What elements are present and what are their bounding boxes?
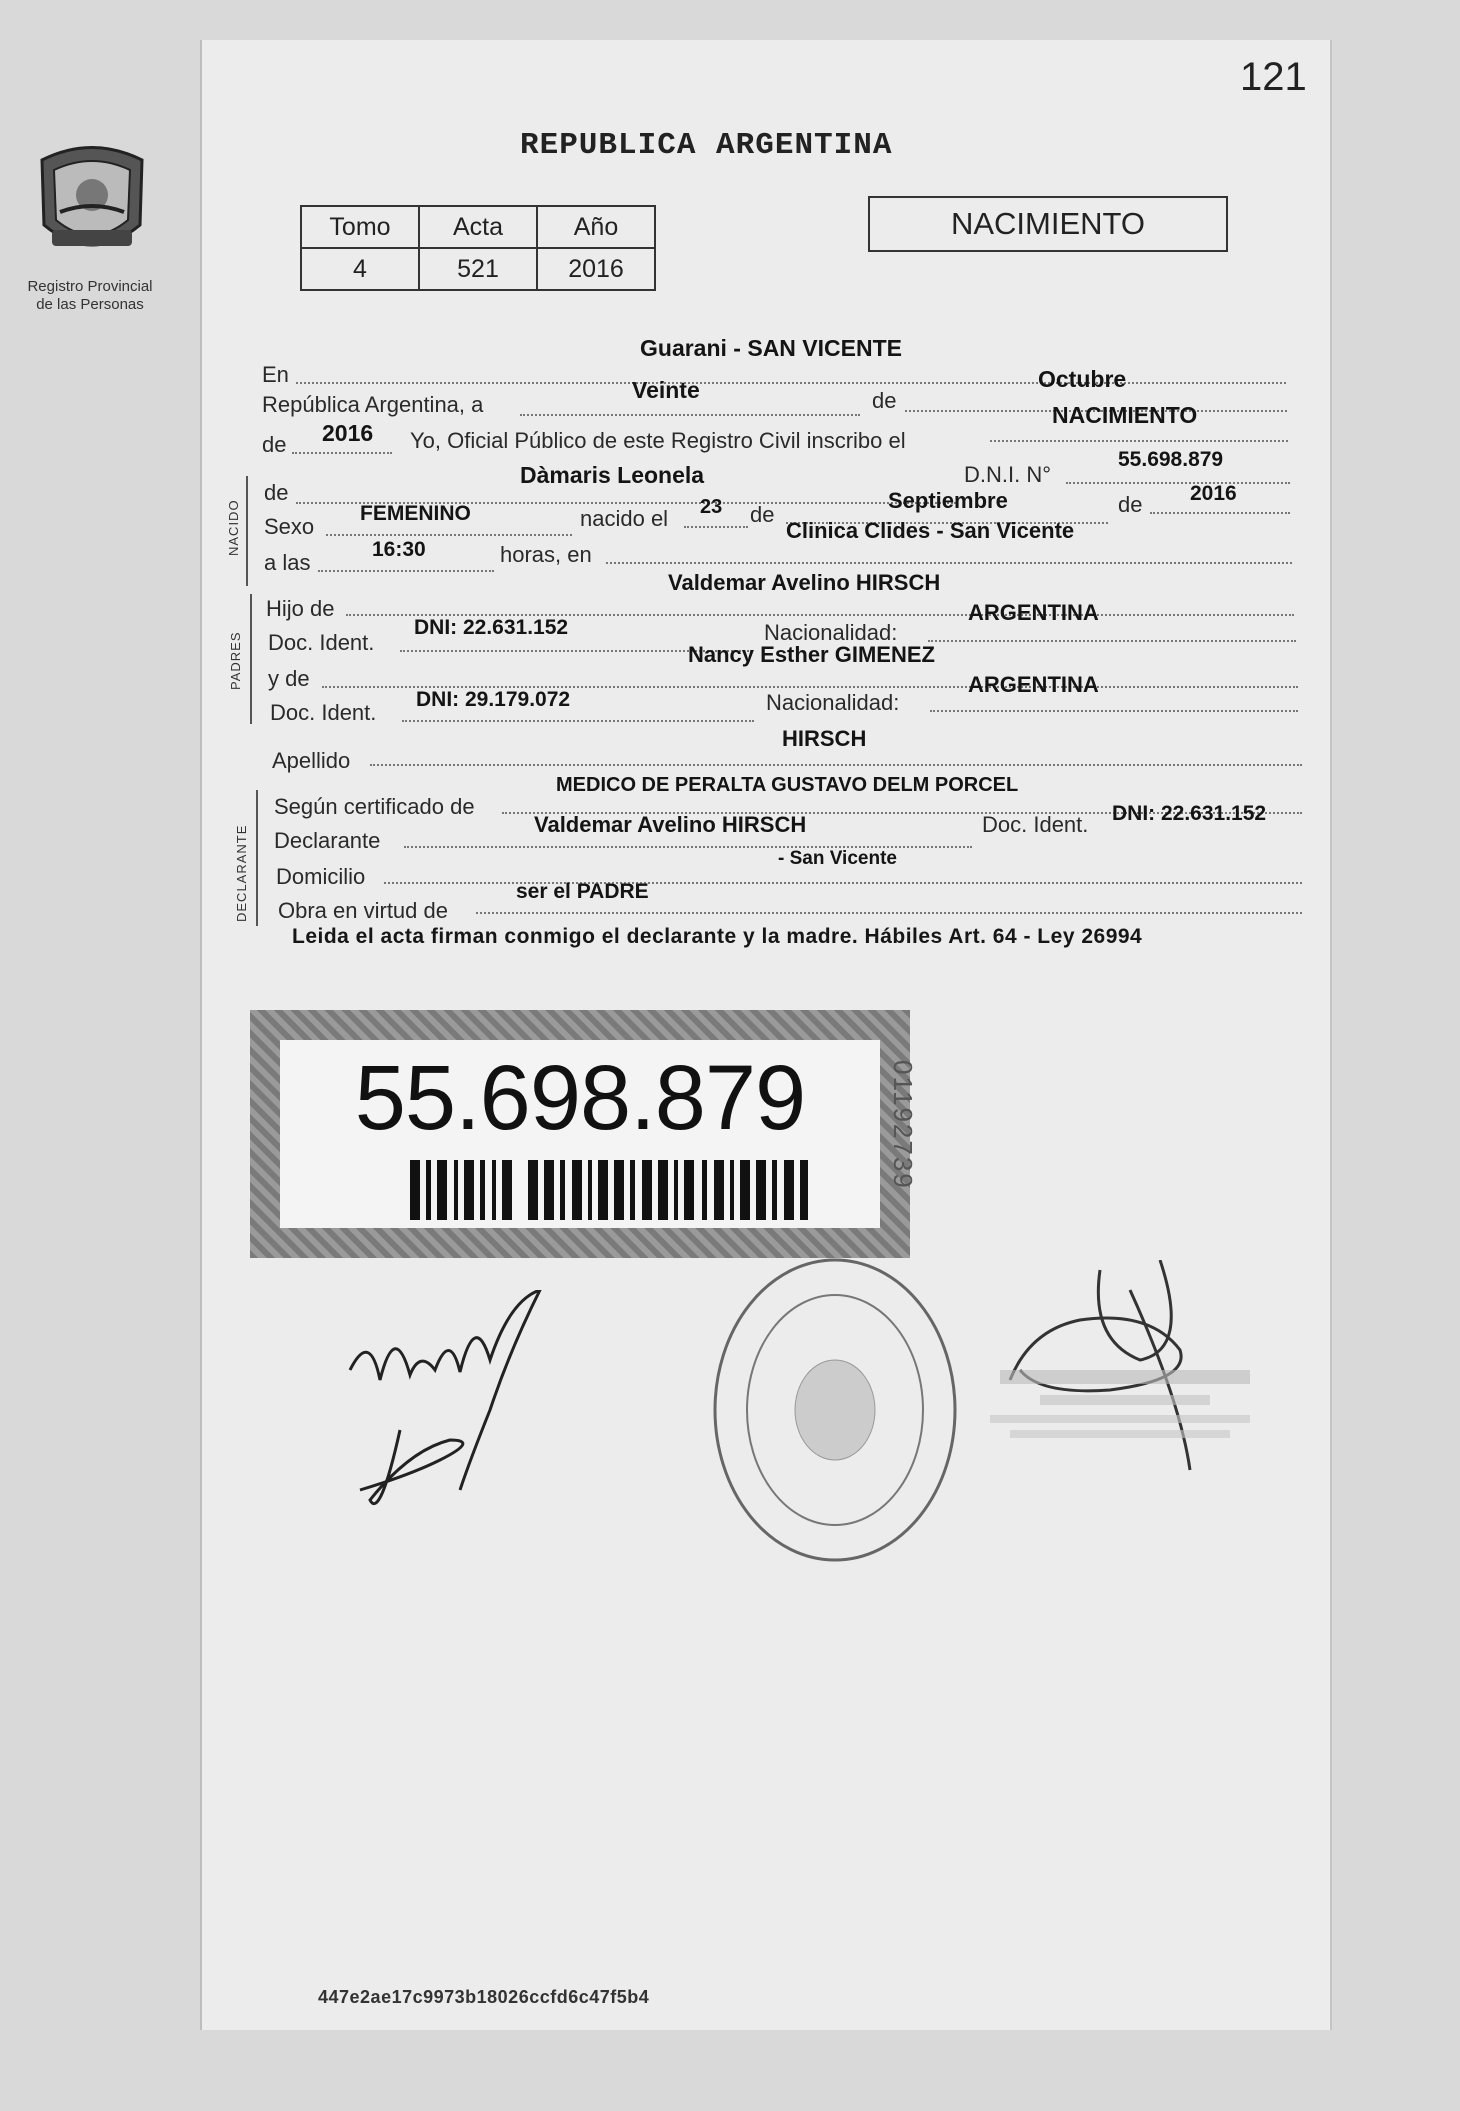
de-label: de <box>264 480 289 505</box>
dni-label: D.N.I. N° <box>964 462 1052 487</box>
birth-time: 16:30 <box>372 538 426 561</box>
apellido-label: Apellido <box>272 748 351 773</box>
dotted-line <box>520 414 860 416</box>
nacido-label: nacido el <box>580 506 669 531</box>
mother-doc: DNI: 29.179.072 <box>416 688 571 711</box>
birth-month: Septiembre <box>888 488 1008 513</box>
dotted-line <box>1150 512 1290 514</box>
declarant-doc: DNI: 22.631.152 <box>1112 802 1267 825</box>
nacionalidad-label: Nacionalidad: <box>764 620 898 645</box>
official-signature <box>990 1260 1260 1480</box>
inscribo-label: Yo, Oficial Público de este Registro Civil inscribo el <box>410 428 906 453</box>
seal-caption <box>10 278 170 314</box>
dni-sticker-inner <box>280 1040 880 1228</box>
birth-place: Clinica Clides - San Vicente <box>786 518 1075 543</box>
dni-sticker-number: 55.698.879 <box>354 1047 806 1149</box>
nacionalidad-label: Nacionalidad: <box>766 690 900 715</box>
registry-table <box>300 205 656 291</box>
month-value: Octubre <box>1038 366 1127 392</box>
nacido-side-label: NACIDO <box>226 499 241 556</box>
dotted-line <box>326 534 572 536</box>
en-label: En <box>262 362 289 387</box>
obra-label: Obra en virtud de <box>278 898 448 923</box>
hijo-label: Hijo de <box>266 596 335 621</box>
anio-value: 2016 <box>537 248 655 290</box>
dotted-line <box>928 640 1296 642</box>
birth-year: 2016 <box>1190 482 1237 505</box>
record-type-box: NACIMIENTO <box>868 196 1228 252</box>
certificate-value: MEDICO DE PERALTA GUSTAVO DELM PORCEL <box>556 774 1019 796</box>
country-title: REPUBLICA ARGENTINA <box>520 128 893 163</box>
child-dni: 55.698.879 <box>1118 448 1224 471</box>
sexo-value: FEMENINO <box>360 502 471 525</box>
father-doc: DNI: 22.631.152 <box>414 616 569 639</box>
seal-caption-line1: Registro Provincial <box>27 278 153 295</box>
acta-header: Acta <box>419 206 537 248</box>
dotted-line <box>370 764 1302 766</box>
doc-label: Doc. Ident. <box>982 812 1089 837</box>
doc-label: Doc. Ident. <box>270 700 377 725</box>
declarant-signature <box>340 1290 580 1520</box>
child-name: Dàmaris Leonela <box>520 462 705 488</box>
document-hash: 447e2ae17c9973b18026ccfd6c47f5b4 <box>318 1987 650 2007</box>
a-las-label: a las <box>264 550 311 575</box>
declarante-side-label: DECLARANTE <box>234 824 249 922</box>
padres-side-label: PADRES <box>228 631 243 690</box>
dotted-line <box>318 570 494 572</box>
dotted-line <box>684 526 748 528</box>
de-label: de <box>750 502 775 527</box>
inscribo-value: NACIMIENTO <box>1052 402 1198 428</box>
dotted-line <box>292 452 392 454</box>
segun-label: Según certificado de <box>274 794 475 819</box>
father-name: Valdemar Avelino HIRSCH <box>668 570 941 595</box>
de-label: de <box>1118 492 1143 517</box>
anio-header: Año <box>537 206 655 248</box>
dotted-line <box>990 440 1288 442</box>
seal-caption-line2: de las Personas <box>36 296 144 313</box>
dotted-line <box>1066 482 1290 484</box>
sexo-label: Sexo <box>264 514 315 539</box>
doc-label: Doc. Ident. <box>268 630 375 655</box>
dotted-line <box>930 710 1298 712</box>
domicile-value: - San Vicente <box>778 848 897 869</box>
de-label: de <box>872 388 897 413</box>
year-value: 2016 <box>322 420 374 446</box>
tomo-value: 4 <box>301 248 419 290</box>
dotted-line <box>606 562 1292 564</box>
horas-label: horas, en <box>500 542 592 567</box>
dni-sticker-serial: 01192739 <box>888 1060 918 1190</box>
barcode-image <box>410 1160 810 1220</box>
official-stamp <box>700 1245 970 1575</box>
day-value: Veinte <box>632 377 700 403</box>
provincial-seal-logo <box>22 130 162 270</box>
section-rule <box>250 594 252 724</box>
birth-day: 23 <box>700 496 723 518</box>
page-number: 121 <box>1240 55 1307 99</box>
dotted-line <box>476 912 1302 914</box>
father-nationality: ARGENTINA <box>968 600 1099 625</box>
republica-label: República Argentina, a <box>262 392 484 417</box>
acta-value: 521 <box>419 248 537 290</box>
dni-sticker <box>250 1010 910 1258</box>
domicilio-label: Domicilio <box>276 864 366 889</box>
obra-value: ser el PADRE <box>516 880 649 903</box>
surname-value: HIRSCH <box>782 726 867 751</box>
closing-statement: Leida el acta firman conmigo el declarante y la madre. Hábiles Art. 64 - Ley 26994 <box>292 925 1143 948</box>
section-rule <box>256 790 258 926</box>
dotted-line <box>402 720 754 722</box>
mother-name: Nancy Esther GIMENEZ <box>688 642 935 667</box>
place-value: Guarani - SAN VICENTE <box>640 335 902 361</box>
dotted-line <box>296 382 1286 384</box>
mother-nationality: ARGENTINA <box>968 672 1099 697</box>
declarant-name: Valdemar Avelino HIRSCH <box>534 812 807 837</box>
tomo-header: Tomo <box>301 206 419 248</box>
de-label: de <box>262 432 287 457</box>
section-rule <box>246 476 248 586</box>
y-de-label: y de <box>268 666 310 691</box>
declarante-label: Declarante <box>274 828 381 853</box>
